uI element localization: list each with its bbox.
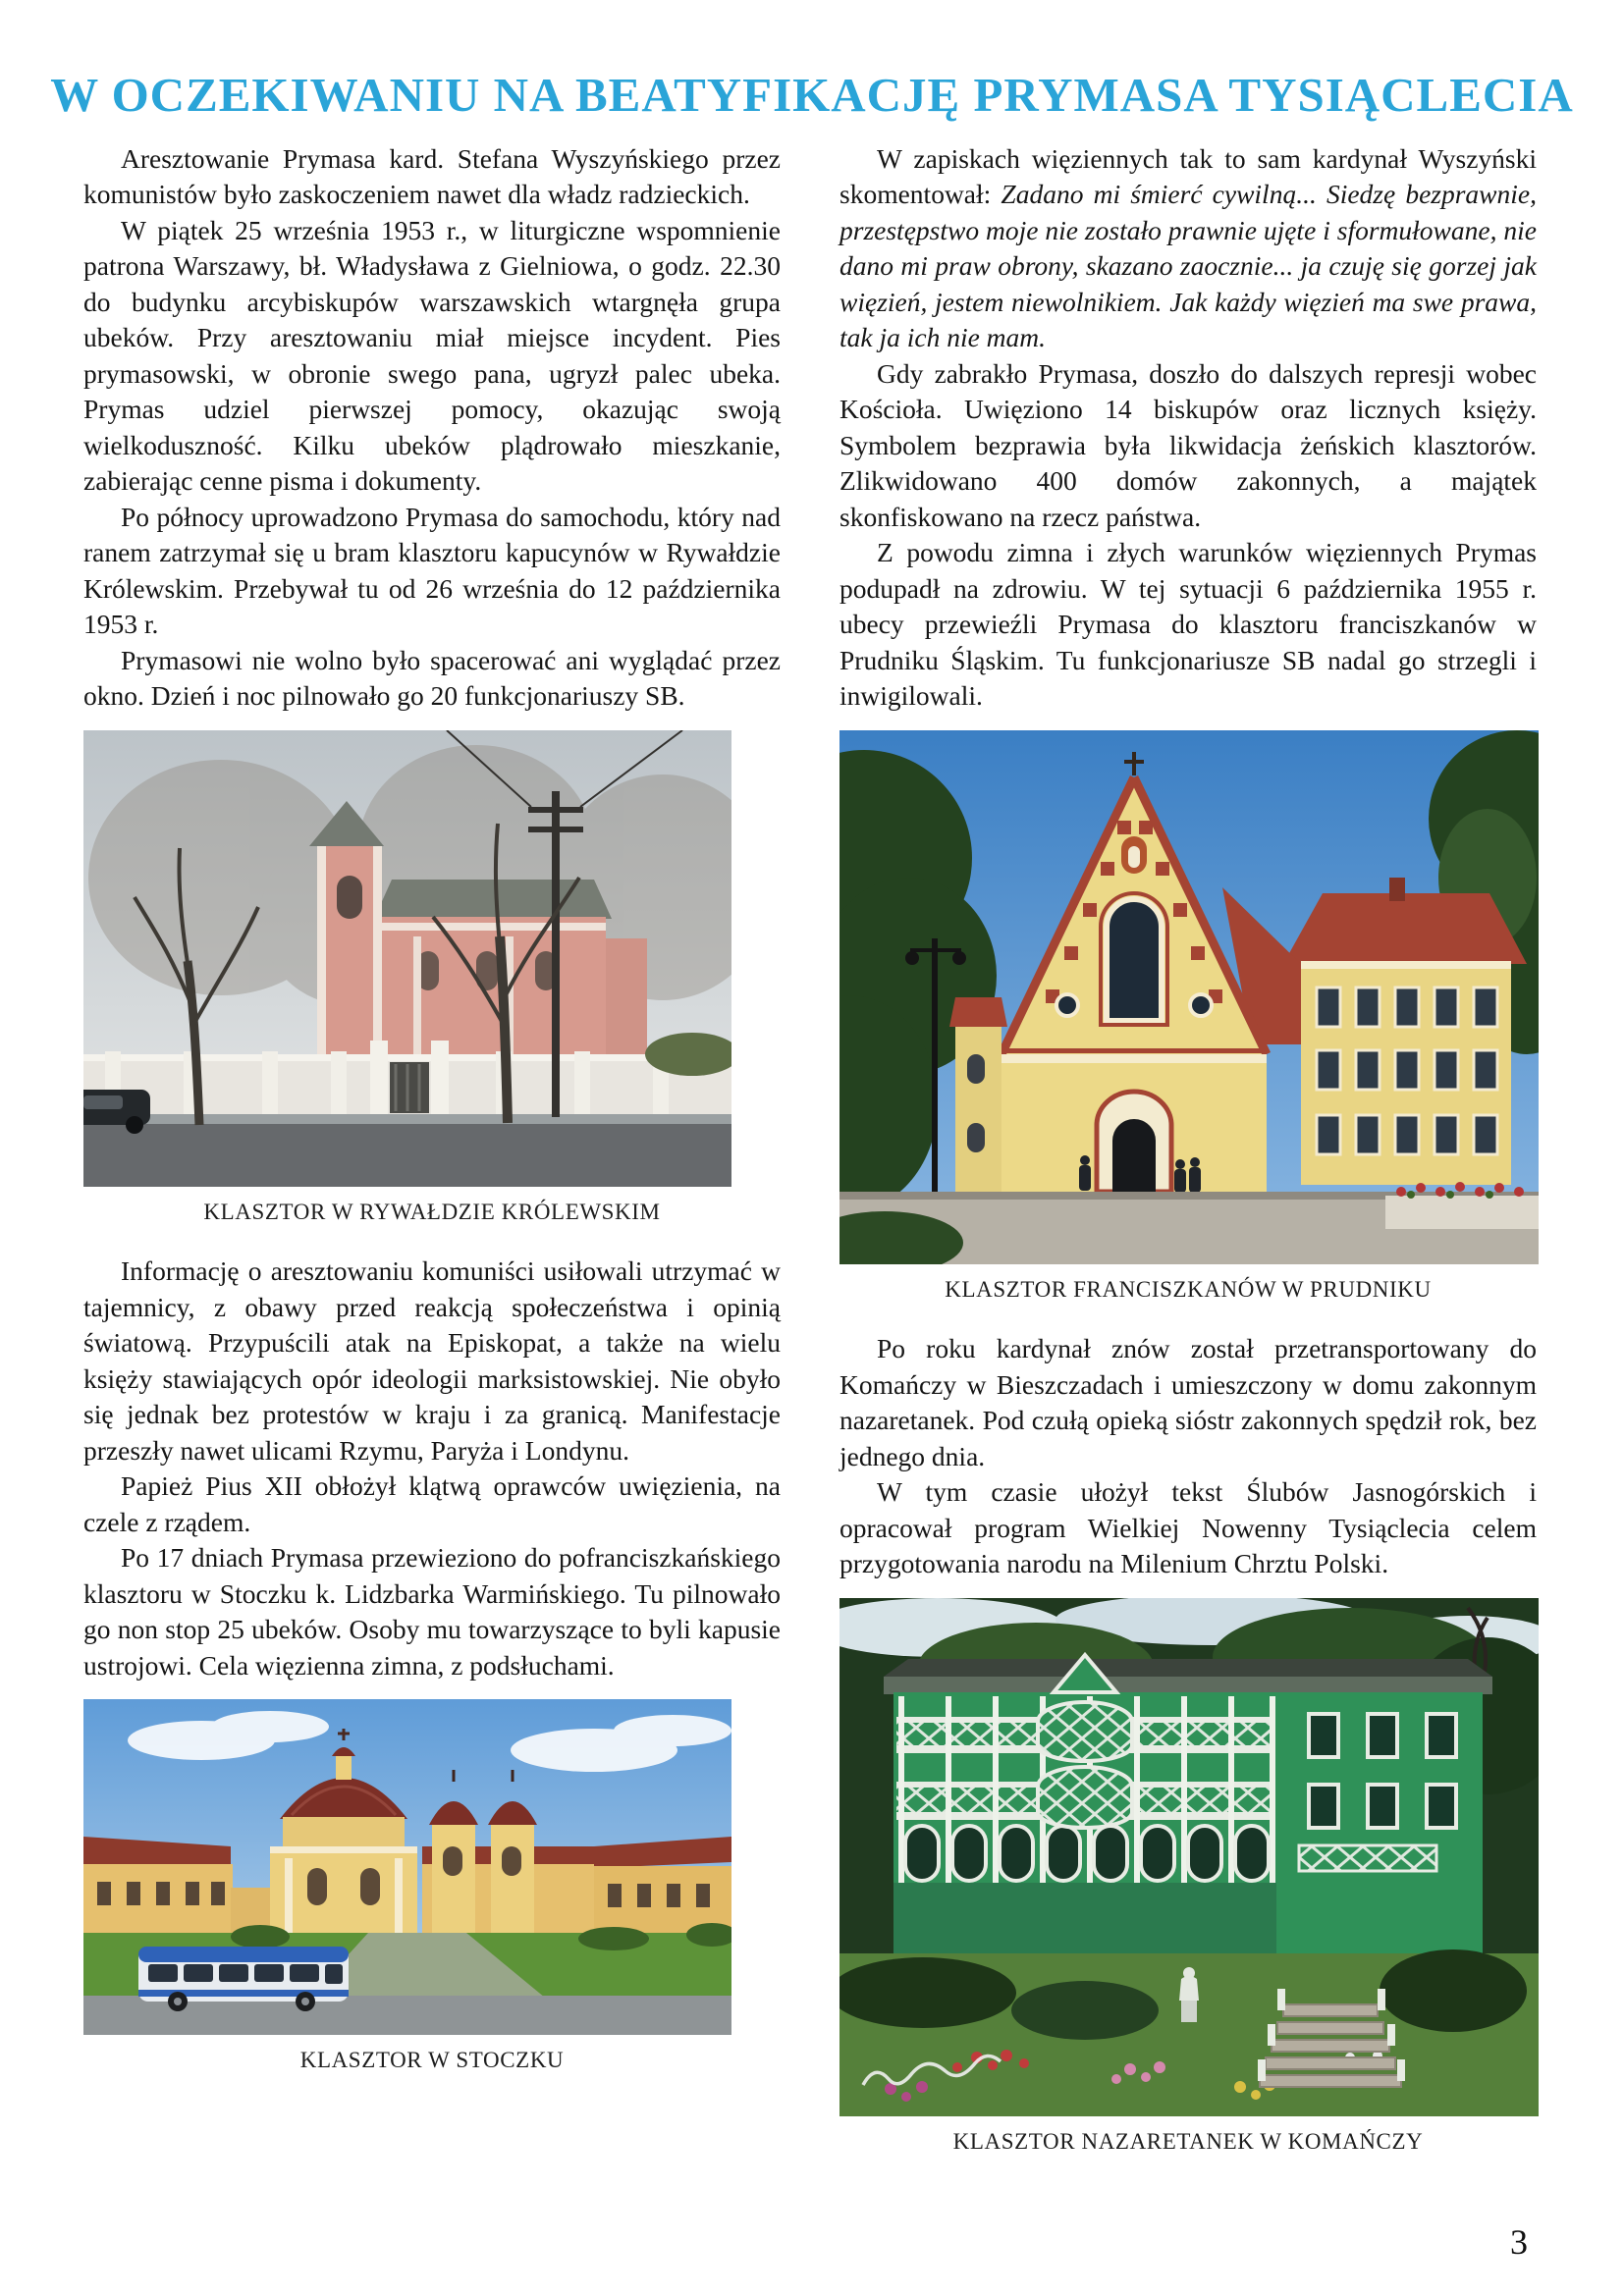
left-column xyxy=(83,141,781,2184)
photo-komancza-monastery xyxy=(839,1598,1537,2116)
round-balcony xyxy=(1038,1767,1132,1828)
paragraph: Po 17 dniach Prymasa przewieziono do pofranciszkańskiego klasztoru w Stoczku k. Lidzbarka Warmińskiego. Tu pilnowało go non stop 25 ubeków. Osoby mu towarzyszące to byli kapusie ustrojowi. Cela więzienna zimna, z podsłuchami. xyxy=(83,1542,781,1681)
prisoner-quote: Zadano mi śmierć cywilną... Siedzę bezprawnie, przestępstwo moje nie zostało prawnie ujęte i sformułowane, nie dano mi praw obrony, skazano zaocznie... ja czuję się gorzej jak więzień, jestem niewolnikiem. Jak każdy więzień ma swe prawa, tak ja ich nie mam. xyxy=(839,179,1537,353)
two-column-layout xyxy=(83,141,1541,2184)
photo-komancza-illustration xyxy=(839,1598,1539,2116)
photo-figure-stoczek xyxy=(83,1699,781,2079)
photo-stoczek-illustration xyxy=(83,1699,731,2035)
street xyxy=(83,1114,731,1187)
paragraph: W tym czasie ułożył tekst Ślubów Jasnogórskich i opracował program Wielkiej Nowenny Tysiąclecia celem przygotowania narodu na Milenium Chrztu Polski. xyxy=(839,1476,1537,1579)
photo-prudnik-monastery xyxy=(839,730,1537,1264)
photo-figure-rywald xyxy=(83,730,781,1231)
photo-caption: KLASZTOR NAZARETANEK W KOMAŃCZY xyxy=(952,2128,1424,2154)
page-number: 3 xyxy=(1510,2222,1528,2262)
page-title: W OCZEKIWANIU NA BEATYFIKACJĘ PRYMASA TYSIĄCLECIA xyxy=(50,68,1574,122)
photo-figure-prudnik xyxy=(839,730,1537,1308)
paragraph-with-quote xyxy=(839,141,1537,356)
paragraph: W piątek 25 września 1953 r., w liturgiczne wspomnienie patrona Warszawy, bł. Władysława z Gielniowa, o godz. 22.30 do budynku arcybiskupów warszawskich wtargnęła grupa ubeków. Przy aresztowaniu miał miejsce incydent. Pies prymasowski, w obronie swego pana, ugryzł palec ubeka. Prymas udziel pierwszej pomocy, okazując swoją wielkoduszność. Kilku ubeków plądrowało mieszkanie, zabierając cenne pisma i dokumenty. xyxy=(83,214,781,497)
paragraph: Po roku kardynał znów został przetransportowany do Komańczy w Bieszczadach i umieszczony w domu zakonnym nazaretanek. Pod czułą opieką sióstr zakonnych spędził rok, bez jednego dnia. xyxy=(839,1333,1537,1471)
photo-stoczek-monastery xyxy=(83,1699,781,2035)
photo-caption: KLASZTOR W STOCZKU xyxy=(299,2048,565,2073)
quote-intro: W zapiskach więziennych tak to sam kardynał Wyszyński skomentował: xyxy=(839,142,1537,210)
photo-caption: KLASZTOR FRANCISZKANÓW W PRUDNIKU xyxy=(945,1276,1432,1302)
photo-rywald-monastery xyxy=(83,730,781,1187)
photo-prudnik-illustration xyxy=(839,730,1539,1264)
right-column xyxy=(839,141,1537,2184)
paragraph: Aresztowanie Prymasa kard. Stefana Wyszyńskiego przez komunistów było zaskoczeniem nawet dla władz radzieckich. xyxy=(83,142,781,210)
paragraph: Gdy zabrakło Prymasa, doszło do dalszych represji wobec Kościoła. Uwięziono 14 biskupów oraz licznych księży. Symbolem bezprawia była likwidacja żeńskich klasztorów. Zlikwidowano 400 domów zakonnych, a majątek skonfiskowano na rzecz państwa. xyxy=(839,357,1537,532)
paragraph: Z powodu zimna i złych warunków więziennych Prymas podupadł na zdrowiu. W tej sytuacji 6 października 1955 r. ubecy przewieźli Prymasa do klasztoru franciszkanów w Prudniku Śląskim. Tu funkcjonariusze SB nadal go strzegli i inwigilowali. xyxy=(839,537,1537,712)
paragraph: Papież Pius XII obłożył klątwą oprawców uwięzienia, na czele z rządem. xyxy=(83,1470,781,1537)
paragraph: Informację o aresztowaniu komuniści usiłowali utrzymać w tajemnicy, z obawy przed reakcją społeczeństwa i opinią światową. Przypuścili atak na Episkopat, a także na wielu księży stawiających opór ideologii marksistowskiej. Nie obyło się jednak bez protestów w kraju i za granicą. Manifestacje przeszły nawet ulicami Rzymu, Paryża i Londynu. xyxy=(83,1255,781,1466)
monastery-wing xyxy=(1283,878,1527,1185)
paragraph: Prymasowi nie wolno było spacerować ani wyglądać przez okno. Dzień i noc pilnowało go 20 funkcjonariuszy SB. xyxy=(83,644,781,712)
photo-figure-komancza xyxy=(839,1598,1537,2161)
photo-rywald-illustration xyxy=(83,730,731,1187)
photo-caption: KLASZTOR W RYWAŁDZIE KRÓLEWSKIM xyxy=(203,1199,661,1224)
left-wing xyxy=(83,1837,233,1935)
paragraph: Po północy uprowadzono Prymasa do samochodu, który nad ranem zatrzymał się u bram klasztoru kapucynów w Rywałdzie Królewskim. Przebywał tu od 26 września do 12 października 1953 r. xyxy=(83,501,781,640)
right-wing xyxy=(594,1837,731,1935)
green-villa xyxy=(884,1655,1492,1957)
